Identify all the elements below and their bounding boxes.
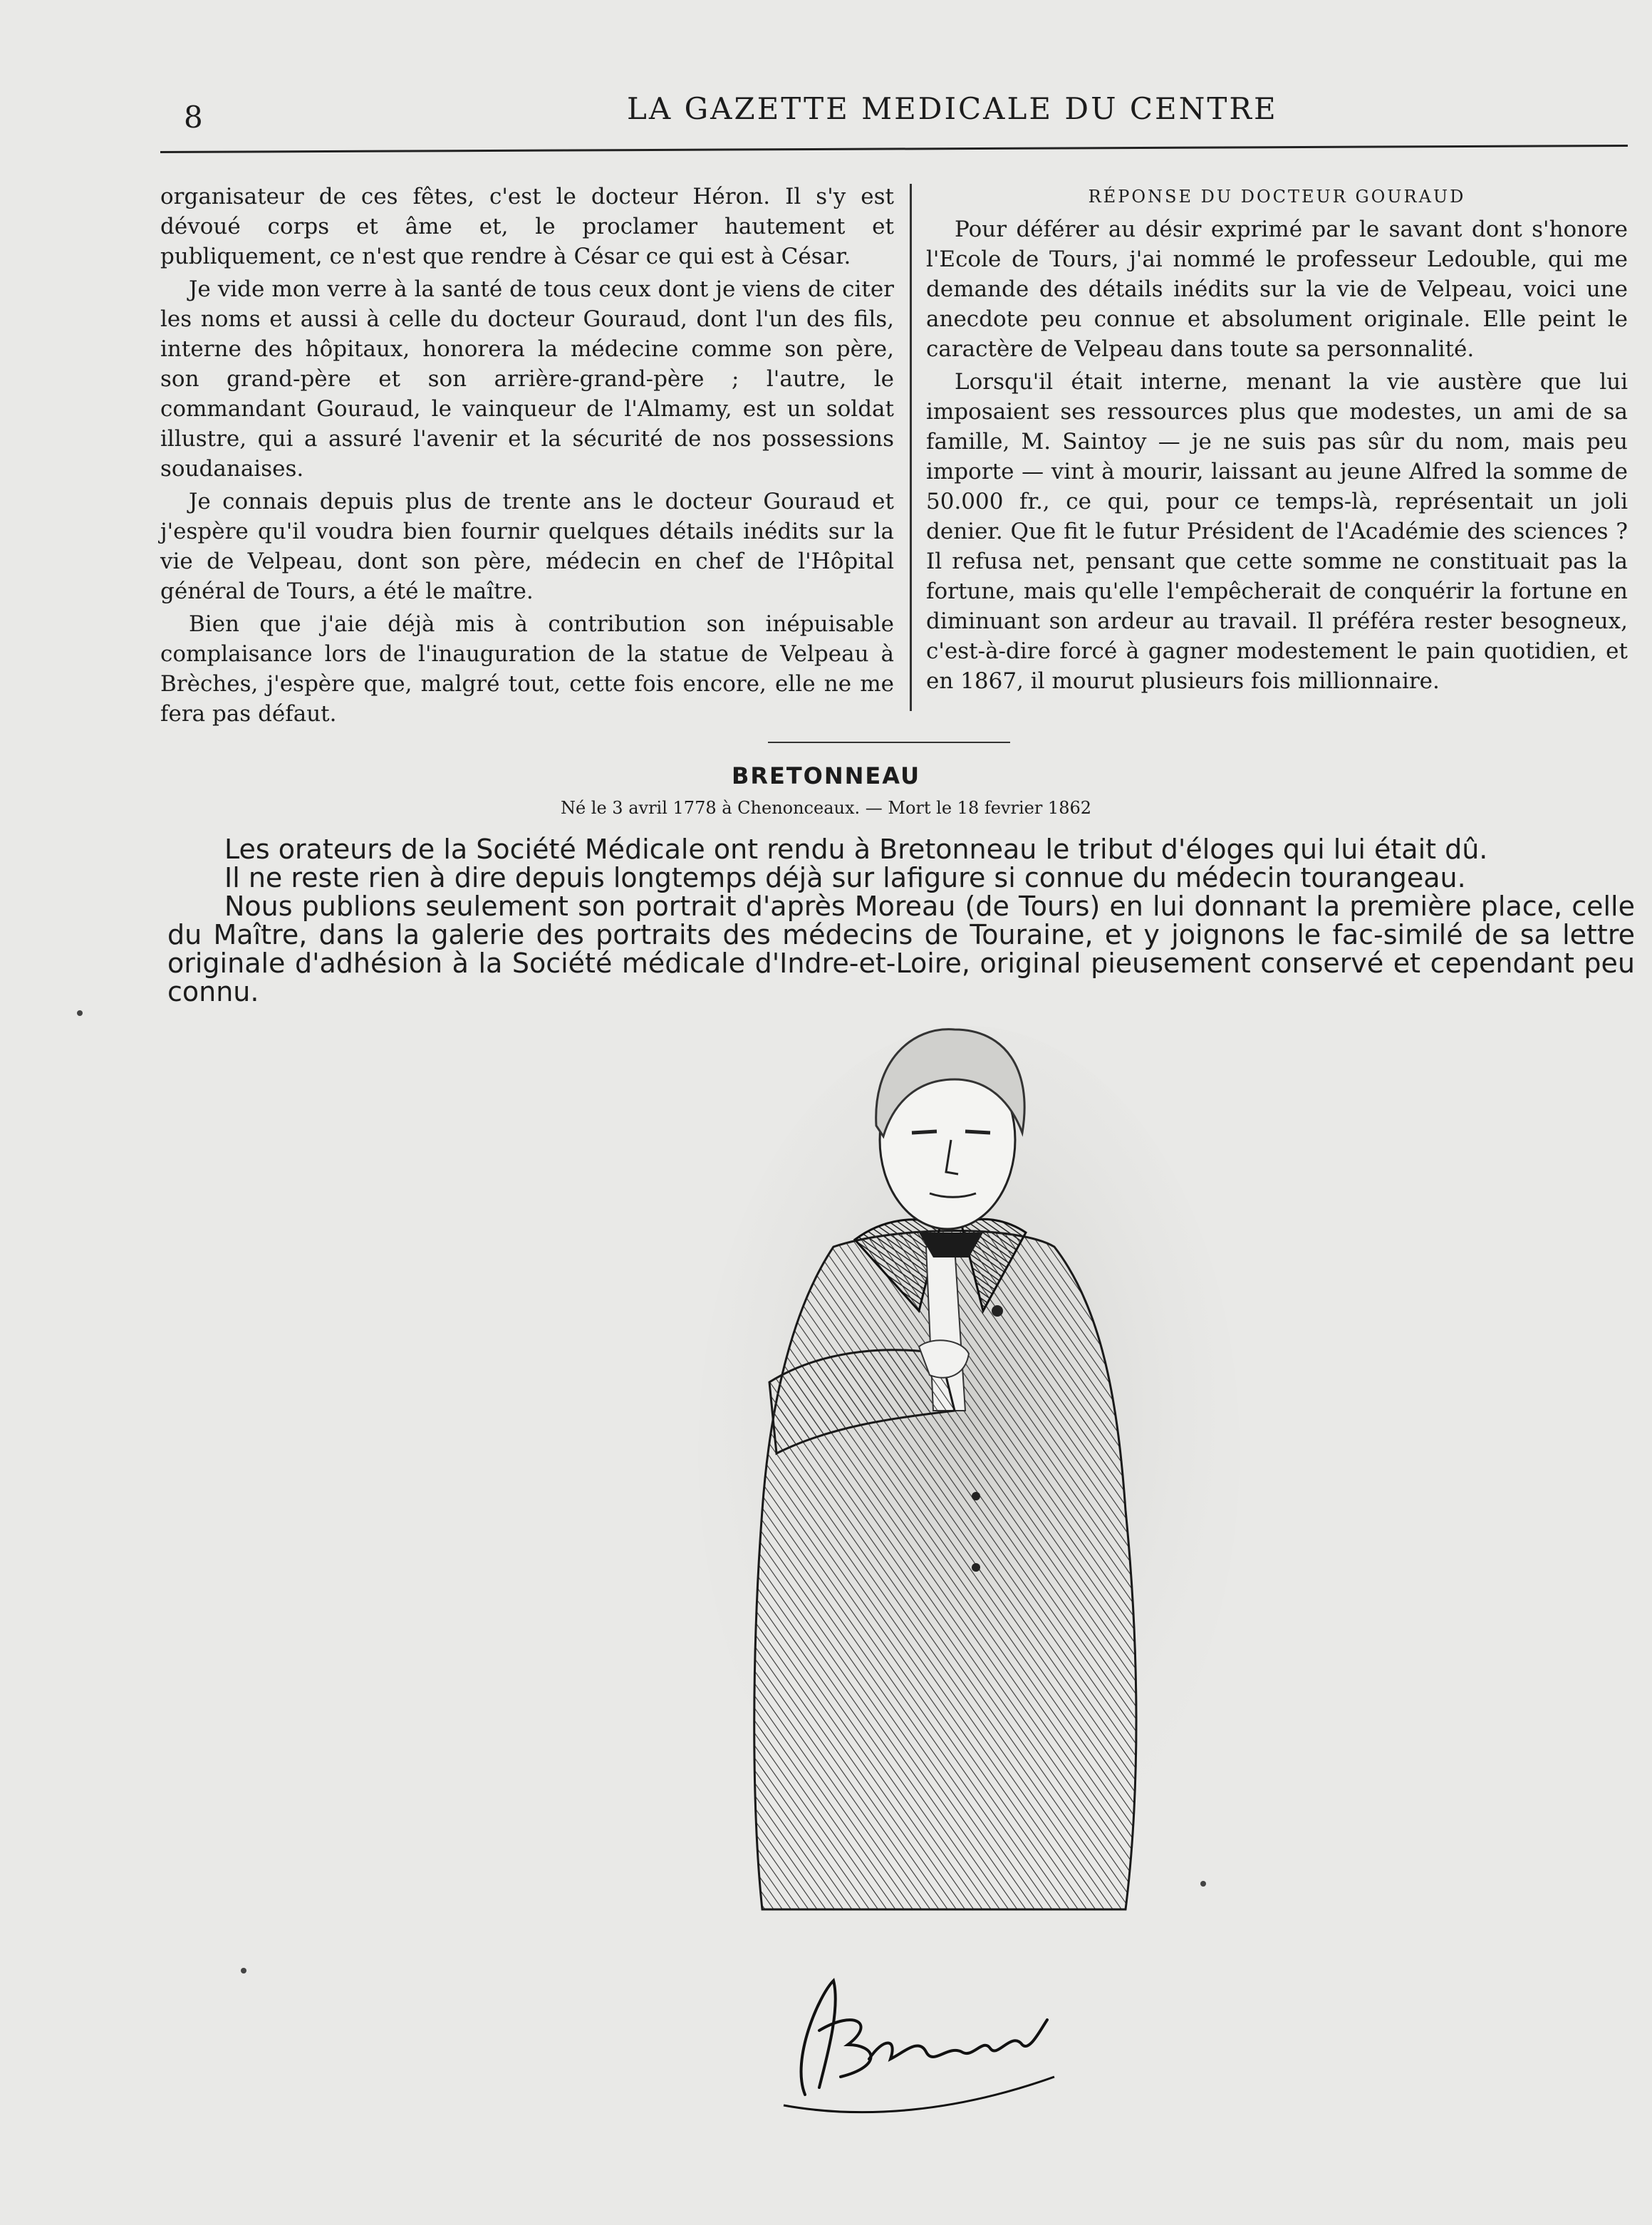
- paragraph: Lorsqu'il était interne, menant la vie austère que lui imposaient ses ressources plus que modestes, un ami de sa famille, M. Saintoy — je ne suis pas sûr du nom, mais peu importe — vint à mourir, laissant au jeune Alfred la somme de 50.000 fr., ce qui, pour ce temps-là, représentait un joli denier. Que fit le futur Président de l'Académie des sciences ? Il refusa net, pensant que cette somme ne constituait pas la fortune, mais qu'elle l'empêcherait de conquérir la fortune en diminuant son ardeur au travail. Il préféra rester besogneux, c'est-à-dire forcé à gagner modestement le pain quotidien, et en 1867, il mourut plusieurs fois millionnaire.: [926, 369, 1628, 694]
- paragraph: Je connais depuis plus de trente ans le docteur Gouraud et j'espère qu'il voudra bien fournir quelques détails inédits sur la vie de Velpeau, dont son père, médecin en chef de l'Hôpital général de Tours, a été le maître.: [160, 489, 894, 604]
- paragraph: Bien que j'aie déjà mis à contribution son inépuisable complaisance lors de l'inauguration de la statue de Velpeau à Brèches, j'espère que, malgré tout, cette fois encore, elle ne me fera pas défaut.: [160, 611, 894, 727]
- signature: [776, 1952, 1061, 2123]
- paragraph: Pour déférer au désir exprimé par le savant dont s'honore l'Ecole de Tours, j'ai nommé le professeur Ledouble, qui me demande des détails inédits sur la vie de Velpeau, voici une anecdote peu connue et absolument originale. Elle peint le caractère de Velpeau dans toute sa personnalité.: [926, 217, 1628, 362]
- paragraph: organisateur de ces fêtes, c'est le docteur Héron. Il s'y est dévoué corps et âme et, le proclamer hautement et publiquement, ce n'est que rendre à César ce qui est à César.: [160, 184, 894, 269]
- column-divider: [910, 184, 912, 711]
- paragraph: Les orateurs de la Société Médicale ont rendu à Bretonneau le tribut d'éloges qui lui était dû.: [224, 834, 1488, 865]
- header-rule: [160, 145, 1628, 153]
- coat-button: [972, 1563, 980, 1572]
- coat-button: [972, 1492, 980, 1500]
- section-heading: RÉPONSE DU DOCTEUR GOURAUD: [1088, 187, 1466, 207]
- coat-button: [992, 1305, 1003, 1317]
- page-number: 8: [184, 100, 203, 135]
- print-speck: [77, 1010, 83, 1016]
- left-column: [160, 182, 894, 729]
- paragraph: Il ne reste rien à dire depuis longtemps déjà sur lafigure si connue du médecin tourangeau.: [224, 862, 1466, 893]
- section-rule: [768, 742, 1010, 743]
- article-title: BRETONNEAU: [731, 762, 921, 789]
- right-column: [926, 182, 1628, 696]
- paragraph: Je vide mon verre à la santé de tous ceux dont je viens de citer les noms et aussi à celle du docteur Gouraud, dont l'un des fils, interne des hôpitaux, honorera la médecine comme son père, son grand-père et son arrière-grand-père ; l'autre, le commandant Gouraud, le vainqueur de l'Almamy, est un soldat illustre, qui a assuré l'avenir et la sécurité de nos possessions soudanaises.: [160, 276, 894, 482]
- article-dates: Né le 3 avril 1778 à Chenonceaux. — Mort le 18 fevrier 1862: [560, 798, 1092, 818]
- print-speck: [1200, 1881, 1206, 1887]
- paragraph: Nous publions seulement son portrait d'après Moreau (de Tours) en lui donnant la première place, celle du Maître, dans la galerie des portraits des médecins de Touraine, et y joignons le fac-similé de sa lettre originale d'adhésion à la Société médicale d'Indre-et-Loire, original pieusement conservé et cependant peu connu.: [167, 891, 1635, 1007]
- article-body: [167, 835, 1635, 1006]
- portrait-engraving: [684, 1012, 1240, 1917]
- print-speck: [241, 1968, 246, 1974]
- running-head: LA GAZETTE MEDICALE DU CENTRE: [627, 91, 1278, 126]
